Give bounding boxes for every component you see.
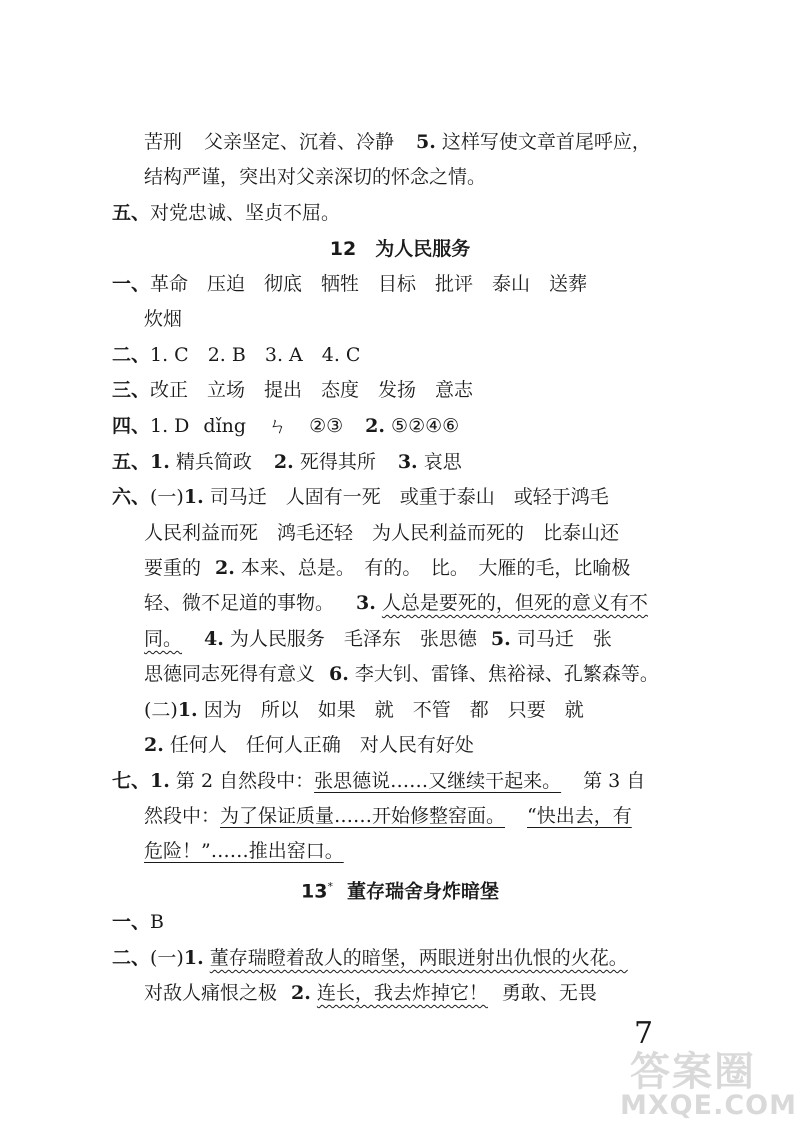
prev-line-1: 苦刑 父亲坚定、沉着、冷静 5. 这样写使文章首尾呼应， — [144, 131, 651, 153]
underlined-sentence: 为了保证质量……开始修整窑面。 — [220, 805, 506, 827]
l12-s2: 二、1. C 2. B 3. A 4. C — [112, 344, 361, 366]
l12-s6-line-6: 思德同志死得有意义 6. 李大钊、雷锋、焦裕禄、孔繁森等。 — [144, 663, 659, 685]
l12-s4: 四、1. D dǐng ㄣ ②③ 2. ⑤②④⑥ — [112, 415, 460, 437]
l12-s6-line-5: 同。 4. 为人民服务 毛泽东 张思德 5. 司马迁 张 — [144, 628, 612, 650]
l12-s1-line-2: 炊烟 — [144, 308, 183, 330]
prev-line-2: 结构严谨，突出对父亲深切的怀念之情。 — [144, 166, 487, 188]
l12-s6-line-7: (二)1. 因为 所以 如果 就 不管 都 只要 就 — [144, 699, 584, 721]
watermark-bottom-text: MXQE.COM — [620, 1090, 797, 1121]
l12-s6-line-1: 六、(一)1. 司马迁 人固有一死 或重于泰山 或轻于鸿毛 — [112, 486, 609, 508]
l12-s6-line-8: 2. 任何人 任何人正确 对人民有好处 — [144, 734, 474, 756]
lesson-13-title: 13* 董存瑞舍身炸暗堡 — [301, 880, 499, 903]
wavy-underline-sentence: 连长，我去炸掉它！ — [316, 982, 488, 1004]
l13-s2-line-1: 二、(一)1. 董存瑞瞪着敌人的暗堡，两眼迸射出仇恨的火花。 — [112, 947, 628, 969]
wavy-underline-sentence: 董存瑞瞪着敌人的暗堡，两眼迸射出仇恨的火花。 — [209, 947, 628, 969]
l12-s1-line-1: 一、革命 压迫 彻底 牺牲 目标 批评 泰山 送葬 — [112, 273, 588, 295]
l12-s7-line-2: 然段中：为了保证质量……开始修整窑面。 “快出去，有 — [144, 805, 632, 827]
l12-s7-line-1: 七、1. 第 2 自然段中：张思德说……又继续干起来。 第 3 自 — [112, 770, 646, 792]
l12-s6-line-4: 轻、微不足道的事物。 3. 人总是要死的，但死的意义有不 — [144, 592, 648, 614]
underlined-sentence: 张思德说……又继续干起来。 — [314, 770, 562, 792]
watermark-top-text: 答案圈 — [630, 1049, 756, 1095]
l12-s6-line-2: 人民利益而死 鸿毛还轻 为人民利益而死的 比泰山还 — [144, 522, 620, 544]
wavy-underline-sentence: 人总是要死的，但死的意义有不 — [381, 592, 648, 614]
l12-s5: 五、1. 精兵简政 2. 死得其所 3. 哀思 — [112, 451, 462, 473]
l12-s7-line-3: 危险！”……推出窑口。 — [144, 840, 344, 862]
underlined-sentence: “快出去，有 — [527, 805, 632, 827]
lesson-12-title: 12 为人民服务 — [329, 238, 471, 260]
l12-s6-line-3: 要重的 2. 本来、总是。 有的。 比。 大雁的毛，比喻极 — [144, 557, 631, 579]
prev-line-3: 五、对党忠诚、坚贞不屈。 — [112, 202, 341, 224]
l13-s2-line-2: 对敌人痛恨之极 2. 连长，我去炸掉它！ 勇敢、无畏 — [144, 982, 597, 1004]
page-number: 7 — [634, 1016, 654, 1051]
l12-s3: 三、改正 立场 提出 态度 发扬 意志 — [112, 379, 474, 401]
watermark-logo — [618, 1040, 800, 1122]
l13-s1: 一、B — [112, 911, 164, 933]
